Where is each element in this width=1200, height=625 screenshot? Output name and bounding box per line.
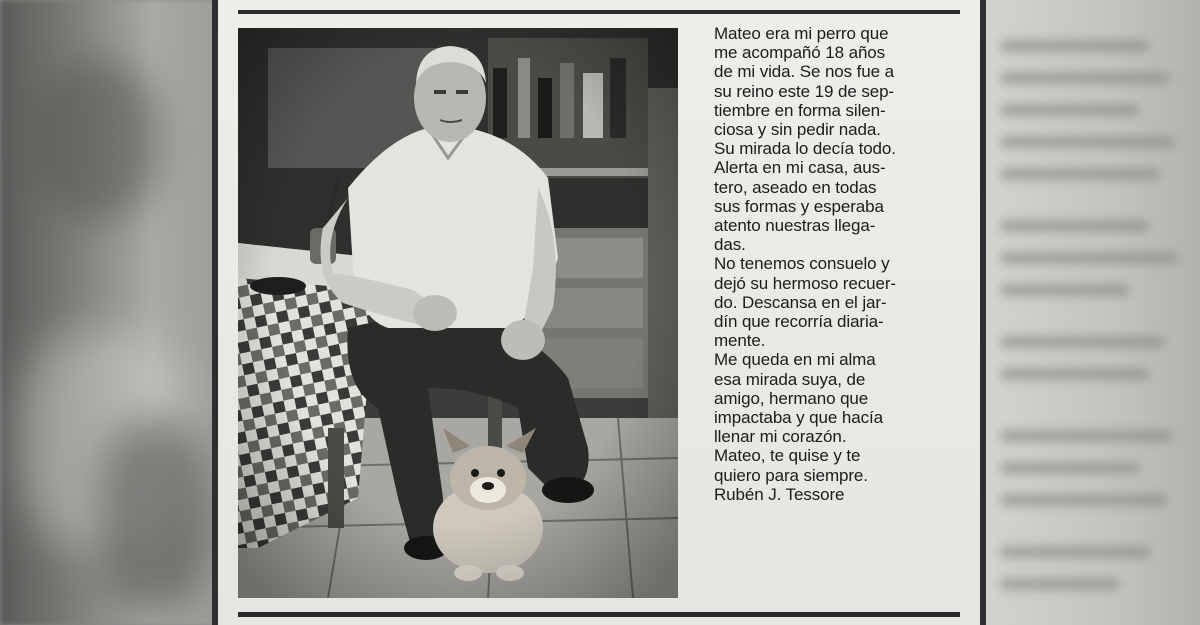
paragraph-2: No tenemos consuelo y dejó su hermoso recuer- do. Descansa en el jar- dín que recorría diaria- mente.: [714, 254, 896, 351]
paragraph-3: Me queda en mi alma esa mirada suya, de amigo, hermano que impactaba y que hacía llenar mi corazón.: [714, 350, 883, 447]
blurred-background-right: [984, 0, 1200, 625]
frame-edge-right: [980, 0, 986, 625]
newspaper-clipping: [218, 0, 980, 625]
bottom-rule: [238, 612, 960, 617]
signature: Rubén J. Tessore: [714, 484, 845, 504]
memorial-text: [714, 24, 950, 564]
paragraph-1: Mateo era mi perro que me acompañó 18 años de mi vida. Se nos fue a su reino este 19 de sep- tiembre en forma silen- ciosa y sin pedir nada. Su mirada lo decía todo. Alerta en mi casa, aus- tero, aseado en todas sus formas y esperaba atento nuestras llega- das.: [714, 24, 896, 255]
photo-man-with-dog: [238, 28, 678, 598]
photo-illustration: [238, 28, 678, 598]
top-rule: [238, 10, 960, 14]
blurred-background-left: [0, 0, 216, 625]
paragraph-4: Mateo, te quise y te quiero para siempre.: [714, 446, 868, 485]
